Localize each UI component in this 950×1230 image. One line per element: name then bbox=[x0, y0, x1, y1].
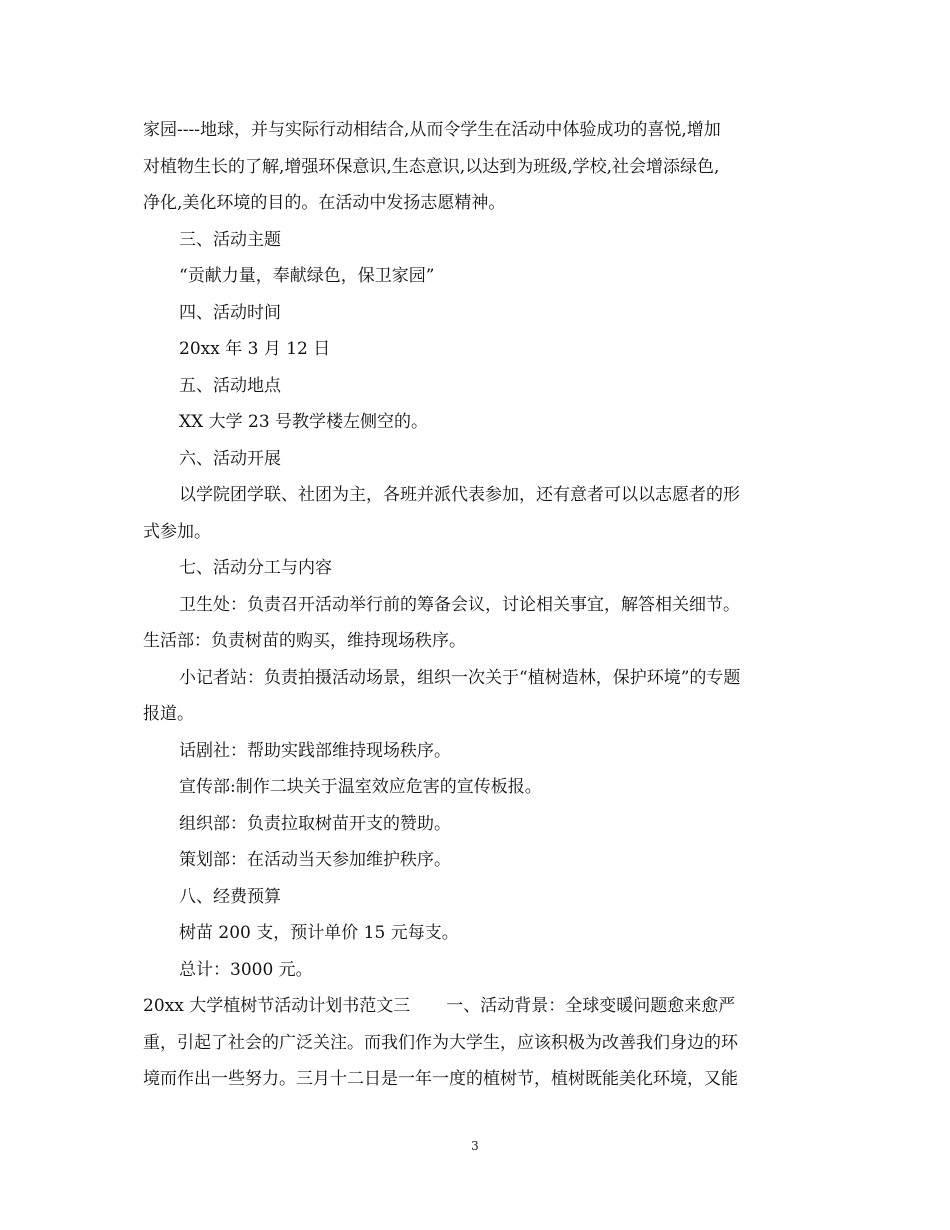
division-item: 组织部：负责拉取树苗开支的赞助。 bbox=[179, 813, 451, 834]
event-date: 20xx 年 3 月 12 日 bbox=[179, 339, 331, 359]
budget-item: 树苗 200 支，预计单价 15 元每支。 bbox=[179, 923, 459, 943]
background-intro: 一、活动背景：全球变暖问题愈来愈严 bbox=[446, 996, 736, 1016]
theme-slogan: “贡献力量，奉献绿色，保卫家园” bbox=[179, 266, 435, 286]
page-number: 3 bbox=[471, 1139, 479, 1153]
section-heading-theme: 三、活动主题 bbox=[179, 229, 281, 250]
essay-title: 20xx 大学植树节活动计划书范文三 bbox=[143, 996, 411, 1016]
section-heading-budget: 八、经费预算 bbox=[179, 886, 281, 907]
body-line: 净化,美化环境的目的。在活动中发扬志愿精神。 bbox=[143, 193, 506, 213]
body-line: 报道。 bbox=[143, 704, 194, 724]
budget-total: 总计：3000 元。 bbox=[179, 959, 313, 980]
section-heading-location: 五、活动地点 bbox=[179, 375, 281, 396]
section-heading-division: 七、活动分工与内容 bbox=[179, 558, 332, 578]
body-line: 家园----地球，并与实际行动相结合,从而令学生在活动中体验成功的喜悦,增加 bbox=[143, 120, 721, 140]
division-item: 话剧社：帮助实践部维持现场秩序。 bbox=[179, 740, 451, 761]
division-item: 卫生处：负责召开活动举行前的筹备会议，讨论相关事宜，解答相关细节。 bbox=[179, 594, 740, 615]
body-line: 对植物生长的了解,增强环保意识,生态意识,以达到为班级,学校,社会增添绿色, bbox=[143, 156, 720, 177]
section-heading-time: 四、活动时间 bbox=[179, 302, 281, 323]
event-location: XX 大学 23 号教学楼左侧空的。 bbox=[179, 412, 429, 432]
body-line: 重，引起了社会的广泛关注。而我们作为大学生，应该积极为改善我们身边的环 bbox=[143, 1032, 738, 1053]
body-line: 以学院团学联、社团为主，各班并派代表参加，还有意者可以以志愿者的形 bbox=[179, 485, 740, 505]
division-item: 小记者站：负责拍摄活动场景，组织一次关于“植树造林，保护环境”的专题 bbox=[179, 667, 741, 688]
division-item: 策划部：在活动当天参加维护秩序。 bbox=[179, 850, 451, 870]
document-body bbox=[143, 112, 809, 1098]
section-heading-organization: 六、活动开展 bbox=[179, 448, 281, 469]
essay-title-line bbox=[143, 988, 809, 1025]
division-item: 宣传部:制作二块关于温室效应危害的宣传板报。 bbox=[179, 777, 542, 797]
division-item: 生活部：负责树苗的购买，维持现场秩序。 bbox=[143, 631, 466, 651]
body-line: 境而作出一些努力。三月十二日是一年一度的植树节，植树既能美化环境，又能 bbox=[143, 1069, 738, 1089]
body-line: 式参加。 bbox=[143, 521, 211, 542]
